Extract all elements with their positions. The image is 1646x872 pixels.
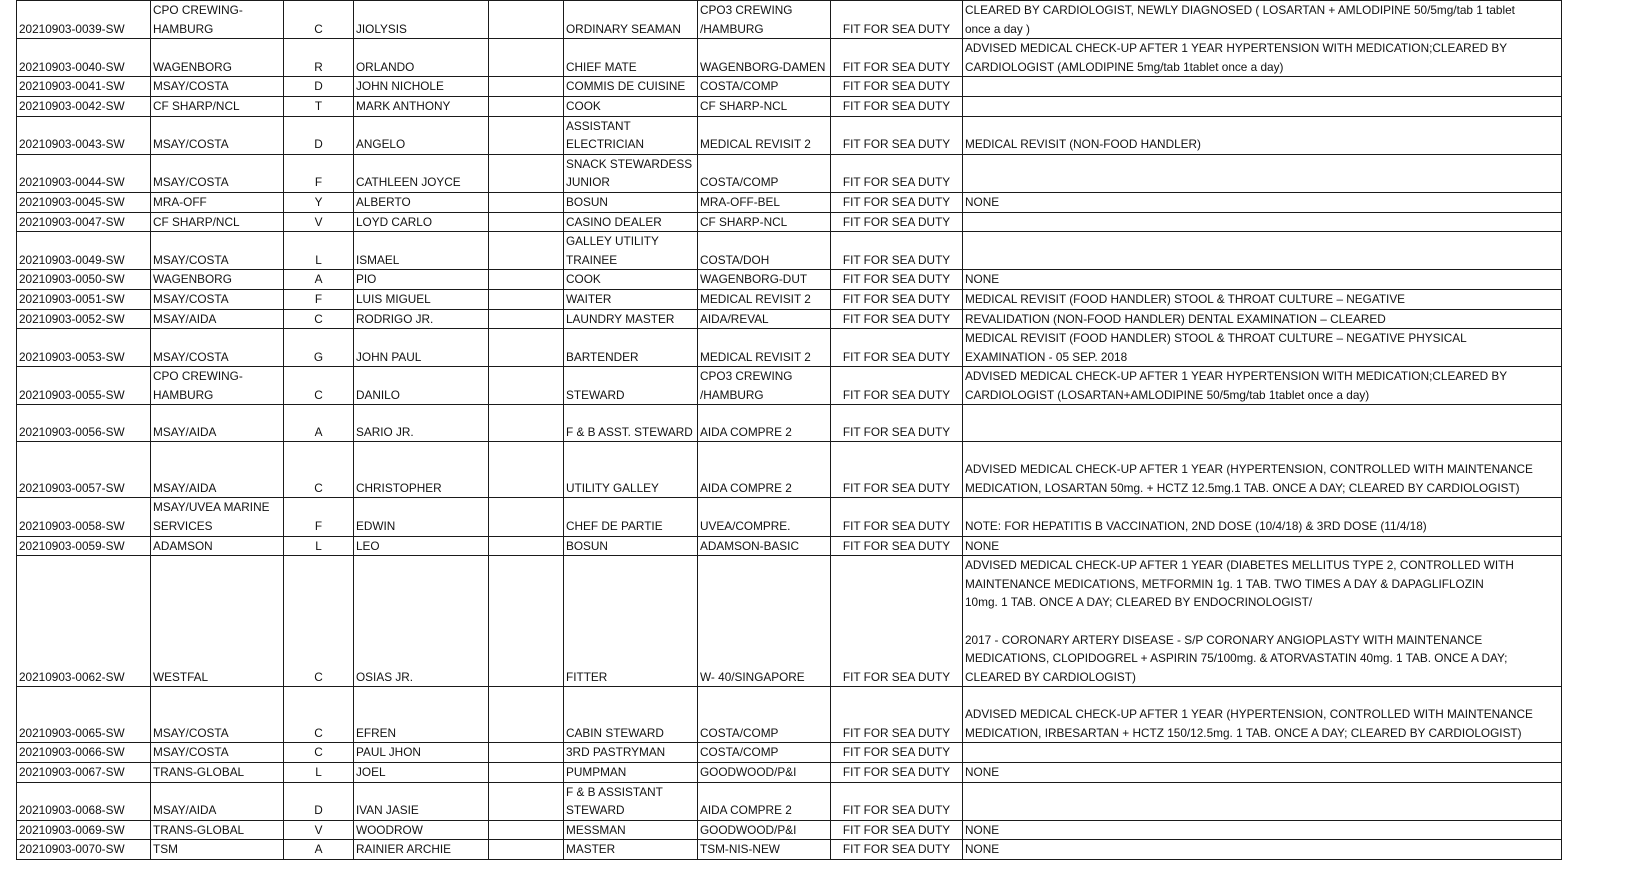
agency-cell: MSAY/AIDA <box>151 405 284 442</box>
agency-cell: TSM <box>151 840 284 860</box>
fitness-status-cell: FIT FOR SEA DUTY <box>831 442 963 498</box>
remarks-cell <box>963 154 1562 192</box>
agency-cell: MSAY/COSTA <box>151 743 284 763</box>
table-row <box>17 498 1562 536</box>
position-cell: UTILITY GALLEY <box>564 442 698 498</box>
fitness-status-cell: FIT FOR SEA DUTY <box>831 367 963 405</box>
remarks-cell <box>963 77 1562 97</box>
position-cell: MESSMAN <box>564 820 698 840</box>
fitness-status-cell: FIT FOR SEA DUTY <box>831 498 963 536</box>
initial-cell: C <box>284 687 354 743</box>
principal-cell: AIDA/REVAL <box>698 309 831 329</box>
blank-cell <box>489 96 564 116</box>
record-id-cell: 20210903-0042-SW <box>17 96 151 116</box>
position-cell: BOSUN <box>564 192 698 212</box>
medical-records-table <box>16 0 1562 860</box>
fitness-status-cell: FIT FOR SEA DUTY <box>831 77 963 97</box>
principal-cell: CPO3 CREWING /HAMBURG <box>698 367 831 405</box>
remarks-cell: NONE <box>963 820 1562 840</box>
table-row <box>17 536 1562 556</box>
fitness-status-cell: FIT FOR SEA DUTY <box>831 840 963 860</box>
record-id-cell: 20210903-0067-SW <box>17 763 151 783</box>
initial-cell: A <box>284 840 354 860</box>
table-row <box>17 212 1562 232</box>
agency-cell: WESTFAL <box>151 556 284 687</box>
table-row <box>17 840 1562 860</box>
fitness-status-cell: FIT FOR SEA DUTY <box>831 154 963 192</box>
table-row <box>17 96 1562 116</box>
position-cell: F & B ASSISTANT STEWARD <box>564 782 698 820</box>
blank-cell <box>489 116 564 154</box>
table-row <box>17 1 1562 39</box>
record-id-cell: 20210903-0051-SW <box>17 289 151 309</box>
crew-name-cell: PIO <box>354 270 489 290</box>
agency-cell: CF SHARP/NCL <box>151 212 284 232</box>
remarks-cell: REVALIDATION (NON-FOOD HANDLER) DENTAL EXAMINATION – CLEARED <box>963 309 1562 329</box>
record-id-cell: 20210903-0039-SW <box>17 1 151 39</box>
agency-cell: MSAY/UVEA MARINE SERVICES <box>151 498 284 536</box>
initial-cell: F <box>284 289 354 309</box>
table-row <box>17 556 1562 687</box>
position-cell: GALLEY UTILITY TRAINEE <box>564 232 698 270</box>
principal-cell: UVEA/COMPRE. <box>698 498 831 536</box>
agency-cell: CF SHARP/NCL <box>151 96 284 116</box>
table-row <box>17 687 1562 743</box>
remarks-cell: MEDICAL REVISIT (NON-FOOD HANDLER) <box>963 116 1562 154</box>
crew-name-cell: CHRISTOPHER <box>354 442 489 498</box>
crew-name-cell: DANILO <box>354 367 489 405</box>
principal-cell: COSTA/COMP <box>698 743 831 763</box>
record-id-cell: 20210903-0056-SW <box>17 405 151 442</box>
blank-cell <box>489 39 564 77</box>
blank-cell <box>489 763 564 783</box>
agency-cell: CPO CREWING- HAMBURG <box>151 1 284 39</box>
crew-name-cell: IVAN JASIE <box>354 782 489 820</box>
principal-cell: MEDICAL REVISIT 2 <box>698 329 831 367</box>
blank-cell <box>489 442 564 498</box>
principal-cell: CPO3 CREWING /HAMBURG <box>698 1 831 39</box>
initial-cell: C <box>284 367 354 405</box>
initial-cell: G <box>284 329 354 367</box>
crew-name-cell: RODRIGO JR. <box>354 309 489 329</box>
crew-name-cell: WOODROW <box>354 820 489 840</box>
agency-cell: MSAY/COSTA <box>151 232 284 270</box>
fitness-status-cell: FIT FOR SEA DUTY <box>831 405 963 442</box>
remarks-cell: NONE <box>963 840 1562 860</box>
crew-name-cell: SARIO JR. <box>354 405 489 442</box>
initial-cell: Y <box>284 192 354 212</box>
initial-cell: C <box>284 442 354 498</box>
remarks-cell: CLEARED BY CARDIOLOGIST, NEWLY DIAGNOSED ( LOSARTAN + AMLODIPINE 50/5mg/tab 1 tablet once a day ) <box>963 1 1562 39</box>
remarks-cell: ADVISED MEDICAL CHECK-UP AFTER 1 YEAR (HYPERTENSION, CONTROLLED WITH MAINTENANCE MEDICATION, LOSARTAN 50mg. + HCTZ 12.5mg.1 TAB. ONCE A DAY; CLEARED BY CARDIOLOGIST) <box>963 442 1562 498</box>
remarks-cell <box>963 782 1562 820</box>
remarks-cell <box>963 405 1562 442</box>
crew-name-cell: MARK ANTHONY <box>354 96 489 116</box>
crew-name-cell: ORLANDO <box>354 39 489 77</box>
blank-cell <box>489 154 564 192</box>
initial-cell: C <box>284 309 354 329</box>
agency-cell: MSAY/COSTA <box>151 329 284 367</box>
principal-cell: WAGENBORG-DAMEN <box>698 39 831 77</box>
record-id-cell: 20210903-0040-SW <box>17 39 151 77</box>
fitness-status-cell: FIT FOR SEA DUTY <box>831 232 963 270</box>
principal-cell: MRA-OFF-BEL <box>698 192 831 212</box>
principal-cell: CF SHARP-NCL <box>698 212 831 232</box>
position-cell: BARTENDER <box>564 329 698 367</box>
record-id-cell: 20210903-0055-SW <box>17 367 151 405</box>
table-row <box>17 820 1562 840</box>
record-id-cell: 20210903-0066-SW <box>17 743 151 763</box>
remarks-cell: NONE <box>963 763 1562 783</box>
fitness-status-cell: FIT FOR SEA DUTY <box>831 192 963 212</box>
position-cell: F & B ASST. STEWARD <box>564 405 698 442</box>
initial-cell: T <box>284 96 354 116</box>
table-row <box>17 782 1562 820</box>
blank-cell <box>489 782 564 820</box>
record-id-cell: 20210903-0057-SW <box>17 442 151 498</box>
crew-name-cell: CATHLEEN JOYCE <box>354 154 489 192</box>
crew-name-cell: JOEL <box>354 763 489 783</box>
table-row <box>17 442 1562 498</box>
principal-cell: AIDA COMPRE 2 <box>698 782 831 820</box>
initial-cell: L <box>284 232 354 270</box>
crew-name-cell: LUIS MIGUEL <box>354 289 489 309</box>
remarks-cell: ADVISED MEDICAL CHECK-UP AFTER 1 YEAR (HYPERTENSION, CONTROLLED WITH MAINTENANCE MEDICATION, IRBESARTAN + HCTZ 150/12.5mg. 1 TAB. ONCE A DAY; CLEARED BY CARDIOLOGIST) <box>963 687 1562 743</box>
record-id-cell: 20210903-0041-SW <box>17 77 151 97</box>
record-id-cell: 20210903-0050-SW <box>17 270 151 290</box>
crew-name-cell: JOHN PAUL <box>354 329 489 367</box>
crew-name-cell: OSIAS JR. <box>354 556 489 687</box>
blank-cell <box>489 405 564 442</box>
fitness-status-cell: FIT FOR SEA DUTY <box>831 782 963 820</box>
initial-cell: F <box>284 154 354 192</box>
position-cell: FITTER <box>564 556 698 687</box>
table-row <box>17 309 1562 329</box>
initial-cell: C <box>284 743 354 763</box>
position-cell: COOK <box>564 96 698 116</box>
principal-cell: COSTA/COMP <box>698 77 831 97</box>
initial-cell: D <box>284 782 354 820</box>
table-row <box>17 154 1562 192</box>
position-cell: SNACK STEWARDESS JUNIOR <box>564 154 698 192</box>
initial-cell: F <box>284 498 354 536</box>
principal-cell: ADAMSON-BASIC <box>698 536 831 556</box>
initial-cell: R <box>284 39 354 77</box>
initial-cell: V <box>284 820 354 840</box>
record-id-cell: 20210903-0058-SW <box>17 498 151 536</box>
remarks-cell: NONE <box>963 192 1562 212</box>
table-row <box>17 367 1562 405</box>
agency-cell: WAGENBORG <box>151 39 284 77</box>
fitness-status-cell: FIT FOR SEA DUTY <box>831 536 963 556</box>
fitness-status-cell: FIT FOR SEA DUTY <box>831 820 963 840</box>
record-id-cell: 20210903-0069-SW <box>17 820 151 840</box>
blank-cell <box>489 536 564 556</box>
blank-cell <box>489 556 564 687</box>
agency-cell: MSAY/COSTA <box>151 687 284 743</box>
blank-cell <box>489 820 564 840</box>
blank-cell <box>489 232 564 270</box>
initial-cell: C <box>284 1 354 39</box>
remarks-cell <box>963 743 1562 763</box>
agency-cell: MSAY/COSTA <box>151 289 284 309</box>
fitness-status-cell: FIT FOR SEA DUTY <box>831 96 963 116</box>
agency-cell: MRA-OFF <box>151 192 284 212</box>
agency-cell: MSAY/COSTA <box>151 77 284 97</box>
crew-name-cell: LEO <box>354 536 489 556</box>
blank-cell <box>489 329 564 367</box>
principal-cell: GOODWOOD/P&I <box>698 763 831 783</box>
agency-cell: CPO CREWING- HAMBURG <box>151 367 284 405</box>
agency-cell: WAGENBORG <box>151 270 284 290</box>
principal-cell: COSTA/COMP <box>698 154 831 192</box>
table-row <box>17 77 1562 97</box>
crew-name-cell: JOHN NICHOLE <box>354 77 489 97</box>
record-id-cell: 20210903-0068-SW <box>17 782 151 820</box>
remarks-cell: ADVISED MEDICAL CHECK-UP AFTER 1 YEAR HYPERTENSION WITH MEDICATION;CLEARED BY CARDIOLOGIST (LOSARTAN+AMLODIPINE 50/5mg/tab 1tablet once a day) <box>963 367 1562 405</box>
crew-name-cell: EFREN <box>354 687 489 743</box>
fitness-status-cell: FIT FOR SEA DUTY <box>831 309 963 329</box>
fitness-status-cell: FIT FOR SEA DUTY <box>831 289 963 309</box>
agency-cell: ADAMSON <box>151 536 284 556</box>
crew-name-cell: RAINIER ARCHIE <box>354 840 489 860</box>
position-cell: 3RD PASTRYMAN <box>564 743 698 763</box>
initial-cell: V <box>284 212 354 232</box>
crew-name-cell: ANGELO <box>354 116 489 154</box>
blank-cell <box>489 1 564 39</box>
record-id-cell: 20210903-0070-SW <box>17 840 151 860</box>
principal-cell: GOODWOOD/P&I <box>698 820 831 840</box>
position-cell: CHEF DE PARTIE <box>564 498 698 536</box>
principal-cell: AIDA COMPRE 2 <box>698 442 831 498</box>
fitness-status-cell: FIT FOR SEA DUTY <box>831 116 963 154</box>
position-cell: WAITER <box>564 289 698 309</box>
fitness-status-cell: FIT FOR SEA DUTY <box>831 743 963 763</box>
fitness-status-cell: FIT FOR SEA DUTY <box>831 556 963 687</box>
table-row <box>17 743 1562 763</box>
position-cell: CHIEF MATE <box>564 39 698 77</box>
position-cell: COMMIS DE CUISINE <box>564 77 698 97</box>
principal-cell: COSTA/DOH <box>698 232 831 270</box>
principal-cell: WAGENBORG-DUT <box>698 270 831 290</box>
initial-cell: A <box>284 405 354 442</box>
blank-cell <box>489 77 564 97</box>
table-row <box>17 289 1562 309</box>
agency-cell: MSAY/AIDA <box>151 782 284 820</box>
crew-name-cell: JIOLYSIS <box>354 1 489 39</box>
crew-name-cell: LOYD CARLO <box>354 212 489 232</box>
table-row <box>17 116 1562 154</box>
initial-cell: D <box>284 77 354 97</box>
agency-cell: TRANS-GLOBAL <box>151 820 284 840</box>
blank-cell <box>489 270 564 290</box>
fitness-status-cell: FIT FOR SEA DUTY <box>831 270 963 290</box>
agency-cell: MSAY/COSTA <box>151 154 284 192</box>
blank-cell <box>489 212 564 232</box>
initial-cell: A <box>284 270 354 290</box>
record-id-cell: 20210903-0045-SW <box>17 192 151 212</box>
fitness-status-cell: FIT FOR SEA DUTY <box>831 39 963 77</box>
agency-cell: MSAY/COSTA <box>151 116 284 154</box>
blank-cell <box>489 367 564 405</box>
agency-cell: TRANS-GLOBAL <box>151 763 284 783</box>
fitness-status-cell: FIT FOR SEA DUTY <box>831 1 963 39</box>
position-cell: BOSUN <box>564 536 698 556</box>
record-id-cell: 20210903-0053-SW <box>17 329 151 367</box>
principal-cell: W- 40/SINGAPORE <box>698 556 831 687</box>
crew-name-cell: PAUL JHON <box>354 743 489 763</box>
principal-cell: MEDICAL REVISIT 2 <box>698 116 831 154</box>
principal-cell: TSM-NIS-NEW <box>698 840 831 860</box>
record-id-cell: 20210903-0062-SW <box>17 556 151 687</box>
initial-cell: L <box>284 763 354 783</box>
crew-name-cell: EDWIN <box>354 498 489 536</box>
record-id-cell: 20210903-0044-SW <box>17 154 151 192</box>
remarks-cell: MEDICAL REVISIT (FOOD HANDLER) STOOL & THROAT CULTURE – NEGATIVE PHYSICAL EXAMINATION - 05 SEP. 2018 <box>963 329 1562 367</box>
record-id-cell: 20210903-0047-SW <box>17 212 151 232</box>
initial-cell: L <box>284 536 354 556</box>
table-row <box>17 329 1562 367</box>
record-id-cell: 20210903-0065-SW <box>17 687 151 743</box>
position-cell: ORDINARY SEAMAN <box>564 1 698 39</box>
position-cell: COOK <box>564 270 698 290</box>
principal-cell: MEDICAL REVISIT 2 <box>698 289 831 309</box>
table-row <box>17 270 1562 290</box>
agency-cell: MSAY/AIDA <box>151 442 284 498</box>
remarks-cell: ADVISED MEDICAL CHECK-UP AFTER 1 YEAR HYPERTENSION WITH MEDICATION;CLEARED BY CARDIOLOGIST (AMLODIPINE 5mg/tab 1tablet once a day) <box>963 39 1562 77</box>
agency-cell: MSAY/AIDA <box>151 309 284 329</box>
remarks-cell <box>963 96 1562 116</box>
principal-cell: AIDA COMPRE 2 <box>698 405 831 442</box>
blank-cell <box>489 192 564 212</box>
remarks-cell: NOTE: FOR HEPATITIS B VACCINATION, 2ND DOSE (10/4/18) & 3RD DOSE (11/4/18) <box>963 498 1562 536</box>
blank-cell <box>489 289 564 309</box>
fitness-status-cell: FIT FOR SEA DUTY <box>831 212 963 232</box>
crew-name-cell: ISMAEL <box>354 232 489 270</box>
blank-cell <box>489 687 564 743</box>
position-cell: ASSISTANT ELECTRICIAN <box>564 116 698 154</box>
fitness-status-cell: FIT FOR SEA DUTY <box>831 763 963 783</box>
record-id-cell: 20210903-0043-SW <box>17 116 151 154</box>
record-id-cell: 20210903-0059-SW <box>17 536 151 556</box>
record-id-cell: 20210903-0049-SW <box>17 232 151 270</box>
remarks-cell: NONE <box>963 270 1562 290</box>
table-row <box>17 39 1562 77</box>
initial-cell: C <box>284 556 354 687</box>
position-cell: MASTER <box>564 840 698 860</box>
remarks-cell <box>963 232 1562 270</box>
table-row <box>17 763 1562 783</box>
position-cell: CABIN STEWARD <box>564 687 698 743</box>
position-cell: CASINO DEALER <box>564 212 698 232</box>
remarks-cell: NONE <box>963 536 1562 556</box>
position-cell: LAUNDRY MASTER <box>564 309 698 329</box>
initial-cell: D <box>284 116 354 154</box>
remarks-cell: MEDICAL REVISIT (FOOD HANDLER) STOOL & THROAT CULTURE – NEGATIVE <box>963 289 1562 309</box>
fitness-status-cell: FIT FOR SEA DUTY <box>831 687 963 743</box>
table-row <box>17 192 1562 212</box>
remarks-cell <box>963 212 1562 232</box>
blank-cell <box>489 743 564 763</box>
blank-cell <box>489 309 564 329</box>
principal-cell: CF SHARP-NCL <box>698 96 831 116</box>
position-cell: STEWARD <box>564 367 698 405</box>
blank-cell <box>489 840 564 860</box>
blank-cell <box>489 498 564 536</box>
table-row <box>17 405 1562 442</box>
fitness-status-cell: FIT FOR SEA DUTY <box>831 329 963 367</box>
remarks-cell: ADVISED MEDICAL CHECK-UP AFTER 1 YEAR (DIABETES MELLITUS TYPE 2, CONTROLLED WITH MAINTENANCE MEDICATIONS, METFORMIN 1g. 1 TAB. TWO TIMES A DAY & DAPAGLIFLOZIN 10mg. 1 TAB. ONCE A DAY; CLEARED BY ENDOCRINOLOGIST/ 2017 - CORONARY ARTERY DISEASE - S/P CORONARY ANGIOPLASTY WITH MAINTENANCE MEDICATIONS, CLOPIDOGREL + ASPIRIN 75/100mg. & ATORVASTATIN 40mg. 1 TAB. ONCE A DAY; CLEARED BY CARDIOLOGIST) <box>963 556 1562 687</box>
principal-cell: COSTA/COMP <box>698 687 831 743</box>
position-cell: PUMPMAN <box>564 763 698 783</box>
crew-name-cell: ALBERTO <box>354 192 489 212</box>
record-id-cell: 20210903-0052-SW <box>17 309 151 329</box>
table-row <box>17 232 1562 270</box>
